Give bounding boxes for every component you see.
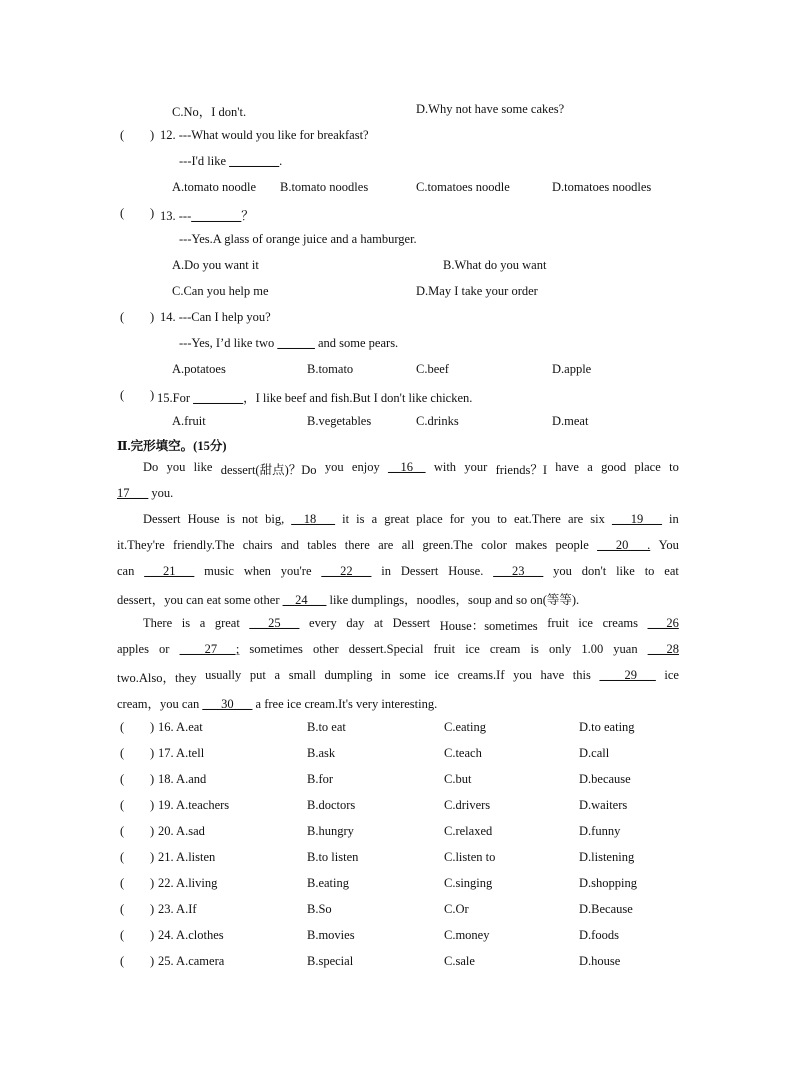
- passage-word: usually: [205, 668, 242, 682]
- passage-word: or: [159, 642, 170, 656]
- passage-word: put: [249, 668, 266, 682]
- cloze-option-b: B.movies: [307, 928, 355, 942]
- q15-option-a: A.fruit: [172, 414, 206, 428]
- passage-word: six: [590, 512, 605, 526]
- passage-word: only: [548, 642, 572, 656]
- passage-line: [117, 590, 579, 608]
- passage-word: people: [555, 538, 589, 552]
- cloze-option-a: 17. A.tell: [158, 746, 205, 760]
- passage-word: cream.It's: [304, 697, 353, 711]
- passage-word: small: [288, 668, 316, 682]
- q13-stem: 13. ---________？: [160, 209, 254, 223]
- passage-word: not: [242, 512, 259, 526]
- passage-word: enjoy: [351, 460, 380, 474]
- passage-word: like: [193, 460, 213, 474]
- cloze-blank: ___19___: [611, 512, 662, 526]
- passage-word: other: [313, 642, 339, 656]
- cloze-option-c: C.but: [444, 772, 472, 786]
- cloze-paren-close: ): [150, 746, 155, 760]
- passage-word: you: [324, 460, 344, 474]
- cloze-option-c: C.money: [444, 928, 490, 942]
- cloze-option-d: D.house: [579, 954, 621, 968]
- passage-word: a: [274, 668, 281, 682]
- passage-word: and: [280, 538, 299, 552]
- passage-word: to: [644, 564, 655, 578]
- cloze-option-b: B.So: [307, 902, 332, 916]
- q15-option-c: C.drinks: [416, 414, 459, 428]
- cloze-paren-open: (: [120, 876, 125, 890]
- cloze-option-c: C.Or: [444, 902, 469, 916]
- passage-word: to: [497, 512, 507, 526]
- cloze-option-c: C.relaxed: [444, 824, 493, 838]
- passage-word: some: [399, 668, 426, 682]
- passage-line: [117, 538, 679, 553]
- passage-word: color: [481, 538, 507, 552]
- cloze-option-d: D.Because: [579, 902, 633, 916]
- q15-paren-open: (: [120, 388, 125, 402]
- passage-word: big,: [265, 512, 285, 526]
- passage-word: ice: [286, 697, 302, 711]
- passage-word: you: [471, 512, 491, 526]
- cloze-option-a: 22. A.living: [158, 876, 218, 890]
- passage-word: like: [616, 564, 635, 578]
- cloze-option-c: C.eating: [444, 720, 487, 734]
- passage-word: House: [187, 512, 220, 526]
- cloze-option-c: C.teach: [444, 746, 482, 760]
- passage-word: sometimes: [249, 642, 303, 656]
- passage-word: House：sometimes: [439, 619, 538, 633]
- passage-word: are: [567, 512, 584, 526]
- passage-word: is: [181, 616, 191, 630]
- passage-line: [143, 512, 679, 527]
- passage-word: can: [181, 697, 200, 711]
- cloze-option-a: 18. A.and: [158, 772, 207, 786]
- passage-word: a: [255, 697, 262, 711]
- cloze-paren-open: (: [120, 954, 125, 968]
- q11-option-c: C.No，I don't.: [172, 105, 247, 119]
- cloze-paren-open: (: [120, 746, 125, 760]
- passage-word: this: [572, 668, 591, 682]
- passage-word: other: [253, 593, 280, 607]
- passage-word: ice: [465, 642, 480, 656]
- cloze-paren-open: (: [120, 928, 125, 942]
- passage-word: chairs: [242, 538, 273, 552]
- passage-word: Dessert: [143, 512, 181, 526]
- cloze-blank: ___28: [647, 642, 679, 656]
- cloze-option-c: C.listen to: [444, 850, 496, 864]
- cloze-paren-open: (: [120, 772, 125, 786]
- passage-word: in: [381, 564, 391, 578]
- cloze-blank: __18___: [291, 512, 336, 526]
- passage-word: place: [634, 460, 661, 474]
- q13-option-b: B.What do you want: [443, 258, 547, 272]
- passage-word: all: [401, 538, 415, 552]
- cloze-blank: __16__: [388, 460, 426, 474]
- q13-option-c: C.Can you help me: [172, 284, 269, 298]
- q14-paren-close: ): [150, 310, 155, 324]
- cloze-blank: ___20___.: [597, 538, 651, 552]
- passage-word: a: [371, 512, 378, 526]
- passage-word: and: [494, 593, 513, 607]
- passage-word: tables: [307, 538, 337, 552]
- passage-word: is: [356, 512, 365, 526]
- q12-option-c: C.tomatoes noodle: [416, 180, 510, 194]
- cloze-paren-close: ): [150, 928, 155, 942]
- passage-word: with: [433, 460, 457, 474]
- q15-paren-close: ): [150, 388, 155, 402]
- passage-line: [117, 694, 437, 712]
- q13-paren-open: (: [120, 206, 125, 220]
- cloze-option-d: D.listening: [579, 850, 635, 864]
- cloze-paren-close: ): [150, 954, 155, 968]
- passage-word: dessert(甜点)？Do: [220, 463, 317, 477]
- passage-word: there: [344, 538, 370, 552]
- cloze-paren-close: ): [150, 720, 155, 734]
- q14-option-c: C.beef: [416, 362, 449, 376]
- passage-word: have: [555, 460, 579, 474]
- q13-option-d: D.May I take your order: [416, 284, 538, 298]
- q14-blank: ______: [277, 336, 315, 350]
- passage-word: Dessert: [392, 616, 431, 630]
- passage-word: cream: [489, 642, 521, 656]
- passage-word: ice: [434, 668, 450, 682]
- q15-blank: ________: [193, 391, 244, 405]
- q13-option-a: A.Do you want it: [172, 258, 259, 272]
- cloze-blank: ____29___: [599, 668, 656, 682]
- passage-word: so: [515, 593, 528, 607]
- passage-line: [143, 460, 679, 478]
- passage-word: eat.There: [514, 512, 561, 526]
- passage-word: ice: [578, 616, 593, 630]
- q13-reply: ---Yes.A glass of orange juice and a hamburger.: [179, 232, 417, 246]
- passage-word: have: [540, 668, 565, 682]
- cloze-option-d: D.shopping: [579, 876, 637, 890]
- cloze-option-a: 21. A.listen: [158, 850, 216, 864]
- passage-word: can: [117, 564, 135, 578]
- cloze-paren-open: (: [120, 850, 125, 864]
- passage-word: on(等等).: [530, 593, 580, 607]
- cloze-blank: ___26: [647, 616, 679, 630]
- cloze-blank: __24___: [282, 593, 327, 607]
- passage-word: green.The: [422, 538, 473, 552]
- cloze-option-a: 23. A.If: [158, 902, 197, 916]
- cloze-option-b: B.to eat: [307, 720, 346, 734]
- q12-option-d: D.tomatoes noodles: [552, 180, 652, 194]
- passage-word: fruit: [433, 642, 456, 656]
- passage-word: Dessert: [400, 564, 439, 578]
- passage-word: music: [204, 564, 234, 578]
- passage-word: two.Also，they: [117, 671, 197, 685]
- passage-word: Do: [143, 460, 159, 474]
- passage-word: some: [224, 593, 251, 607]
- section-title: Ⅱ.完形填空。(15分): [117, 439, 227, 453]
- passage-word: at: [374, 616, 384, 630]
- passage-word: you.: [151, 486, 174, 500]
- cloze-blank: ___23___: [493, 564, 544, 578]
- q14-paren-open: (: [120, 310, 125, 324]
- cloze-blank: ___22___: [321, 564, 372, 578]
- cloze-option-a: 25. A.camera: [158, 954, 225, 968]
- passage-word: fruit: [547, 616, 569, 630]
- q13-paren-close: ): [150, 206, 155, 220]
- passage-word: like: [329, 593, 349, 607]
- passage-word: for: [449, 512, 465, 526]
- cloze-option-d: D.call: [579, 746, 610, 760]
- passage-word: You: [658, 538, 679, 552]
- cloze-option-b: B.ask: [307, 746, 336, 760]
- cloze-option-b: B.eating: [307, 876, 350, 890]
- passage-word: creams.If: [457, 668, 505, 682]
- cloze-option-c: C.drivers: [444, 798, 491, 812]
- passage-word: is: [226, 512, 235, 526]
- passage-word: are: [378, 538, 394, 552]
- passage-word: you're: [280, 564, 312, 578]
- q12-paren-close: ): [150, 128, 155, 142]
- passage-line: [143, 616, 679, 634]
- cloze-paren-close: ): [150, 876, 155, 890]
- cloze-option-d: D.to eating: [579, 720, 635, 734]
- passage-line: [117, 564, 679, 579]
- cloze-paren-close: ): [150, 902, 155, 916]
- passage-word: 1.00: [581, 642, 604, 656]
- passage-word: don't: [581, 564, 607, 578]
- q11-option-d: D.Why not have some cakes?: [416, 102, 565, 116]
- passage-word: when: [243, 564, 271, 578]
- q12-option-b: B.tomato noodles: [280, 180, 369, 194]
- cloze-blank: 17___: [117, 486, 149, 500]
- cloze-option-b: B.special: [307, 954, 354, 968]
- q14-option-d: D.apple: [552, 362, 592, 376]
- passage-word: interesting.: [381, 697, 438, 711]
- cloze-option-c: C.singing: [444, 876, 493, 890]
- q14-reply: ---Yes, I’d like two ______ and some pears.: [179, 336, 399, 350]
- q13-blank: ________: [191, 209, 242, 223]
- passage-word: dessert，you: [117, 593, 183, 607]
- passage-word: eat: [206, 593, 222, 607]
- passage-word: good: [601, 460, 627, 474]
- passage-word: ice: [664, 668, 679, 682]
- cloze-paren-close: ): [150, 850, 155, 864]
- passage-word: you: [513, 668, 532, 682]
- q12-blank: ________: [229, 154, 280, 168]
- passage-word: creams: [602, 616, 638, 630]
- cloze-blank: ____27___;: [179, 642, 240, 656]
- cloze-paren-open: (: [120, 798, 125, 812]
- q12-stem: 12. ---What would you like for breakfast?: [160, 128, 369, 142]
- q15-option-b: B.vegetables: [307, 414, 372, 428]
- passage-word: dumpling: [324, 668, 373, 682]
- passage-line: [117, 642, 679, 657]
- passage-word: every: [309, 616, 337, 630]
- cloze-paren-close: ): [150, 772, 155, 786]
- cloze-option-d: D.because: [579, 772, 631, 786]
- q15-stem: 15.For ________，I like beef and fish.But I don't like chicken.: [157, 391, 473, 405]
- passage-word: apples: [117, 642, 149, 656]
- passage-line: [117, 668, 679, 686]
- passage-word: eat: [664, 564, 679, 578]
- passage-word: is: [530, 642, 539, 656]
- q14-option-b: B.tomato: [307, 362, 354, 376]
- passage-word: makes: [515, 538, 548, 552]
- cloze-paren-close: ): [150, 798, 155, 812]
- passage-word: it: [342, 512, 350, 526]
- passage-word: you: [553, 564, 572, 578]
- passage-word: dumplings，noodles，soup: [351, 593, 492, 607]
- cloze-option-d: D.foods: [579, 928, 619, 942]
- cloze-blank: ___25___: [249, 616, 300, 630]
- q12-paren-open: (: [120, 128, 125, 142]
- passage-word: great: [384, 512, 410, 526]
- cloze-option-a: 16. A.eat: [158, 720, 203, 734]
- passage-word: to: [669, 460, 679, 474]
- q15-option-d: D.meat: [552, 414, 589, 428]
- passage-word: yuan: [613, 642, 638, 656]
- q14-stem: 14. ---Can I help you?: [160, 310, 271, 324]
- cloze-option-d: D.funny: [579, 824, 621, 838]
- passage-word: your: [464, 460, 488, 474]
- cloze-option-b: B.for: [307, 772, 334, 786]
- passage-word: House.: [448, 564, 484, 578]
- passage-word: you: [166, 460, 186, 474]
- q12-option-a: A.tomato noodle: [172, 180, 257, 194]
- passage-word: friendly.The: [173, 538, 235, 552]
- cloze-blank: ___30___: [202, 697, 253, 711]
- passage-word: There: [143, 616, 173, 630]
- passage-word: can: [186, 593, 204, 607]
- cloze-option-d: D.waiters: [579, 798, 628, 812]
- cloze-paren-open: (: [120, 902, 125, 916]
- passage-word: cream，you: [117, 697, 179, 711]
- cloze-option-b: B.to listen: [307, 850, 359, 864]
- passage-word: a: [199, 616, 206, 630]
- cloze-option-b: B.hungry: [307, 824, 354, 838]
- cloze-blank: ___21___: [144, 564, 195, 578]
- cloze-paren-close: ): [150, 824, 155, 838]
- cloze-paren-open: (: [120, 720, 125, 734]
- cloze-option-a: 20. A.sad: [158, 824, 205, 838]
- passage-word: great: [214, 616, 240, 630]
- passage-word: in: [381, 668, 391, 682]
- cloze-option-a: 19. A.teachers: [158, 798, 230, 812]
- passage-word: day: [346, 616, 365, 630]
- q14-option-a: A.potatoes: [172, 362, 226, 376]
- cloze-option-c: C.sale: [444, 954, 475, 968]
- passage-word: friends？I: [495, 463, 547, 477]
- passage-word: a: [587, 460, 593, 474]
- passage-word: it.They're: [117, 538, 165, 552]
- cloze-option-a: 24. A.clothes: [158, 928, 224, 942]
- passage-word: place: [416, 512, 443, 526]
- passage-word: dessert.Special: [348, 642, 424, 656]
- passage-word: in: [669, 512, 679, 526]
- passage-word: free: [264, 697, 284, 711]
- cloze-paren-open: (: [120, 824, 125, 838]
- passage-word: very: [356, 697, 379, 711]
- cloze-option-b: B.doctors: [307, 798, 356, 812]
- passage-line: [117, 486, 173, 501]
- q12-reply: ---I'd like ________.: [179, 154, 283, 168]
